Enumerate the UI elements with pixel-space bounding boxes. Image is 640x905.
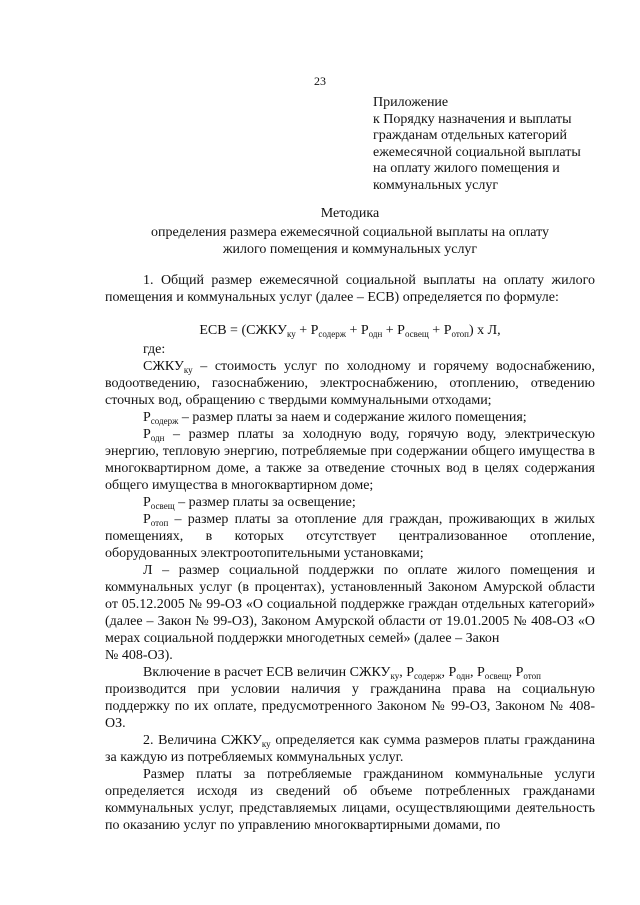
where-label: где: <box>143 342 166 357</box>
appendix-line: Приложение <box>373 95 449 110</box>
appendix-line: на оплату жилого помещения и <box>373 161 560 176</box>
paragraph-1: 1. Общий размер ежемесячной социальной выплаты на оплату жилого помещения и коммунальных услуг (далее – ЕСВ) определяется по формуле: <box>105 273 595 305</box>
document-subtitle-line: определения размера ежемесячной социальной выплаты на оплату <box>150 225 550 240</box>
definition-rodn: $Р_{одн}$ – размер платы за холодную воду, горячую воду, электрическую энергию, тепловую энергию, потребляемые при содержании общего имущества в многоквартирном доме, а также за отведение сточных вод в целях содержания общего имущества в многоквартирном доме; <box>105 427 595 493</box>
appendix-header <box>373 95 603 194</box>
definition-rosvesh: $Р_{освещ}$ – размер платы за освещение; <box>143 495 356 511</box>
document-title: Методика <box>320 206 380 221</box>
paragraph-3: Размер платы за потребляемые гражданином коммунальные услуги определяется исходя из сведений об объеме потребленных гражданами коммунальных услуг, представляемых лицами, осуществляющими деятельность по оказанию услуг по управлению многоквартирными домами, по <box>105 767 595 833</box>
document-subtitle-line: жилого помещения и коммунальных услуг <box>222 242 478 257</box>
definition-l-end: № 408-ОЗ). <box>105 648 173 663</box>
paragraph-2: 2. Величина $СЖКУ_{ку}$ определяется как сумма размеров платы гражданина за каждую из потребляемых коммунальных услуг. <box>105 733 596 765</box>
definition-l: Л – размер социальной поддержки по оплате жилого помещения и коммунальных услуг (в процентах), установленный Законом Амурской области от 05.12.2005 № 99-ОЗ «О социальной поддержке граждан отдельных категорий» (далее – Закон № 99-ОЗ), Законом Амурской области от 19.01.2005 № 408-ОЗ «О мерах социальной поддержки многодетных семей» (далее – Закон <box>105 563 595 646</box>
page-number: 23 <box>314 74 326 88</box>
appendix-line: коммунальных услуг <box>373 177 499 193</box>
appendix-line: гражданам отдельных категорий <box>373 128 568 143</box>
formula: ЕСВ = $(СЖКУ_{ку} + Р_{содерж} + Р_{одн} + Р_{освещ} + Р_{отоп})$ х Л, <box>199 323 501 339</box>
appendix-line: к Порядку назначения и выплаты <box>373 111 572 127</box>
definition-rotop: $Р_{отоп}$ – размер платы за отопление для граждан, проживающих в жилых помещениях, в которых отсутствует централизованное отопление, оборудованных электроотопительными установками; <box>105 512 595 561</box>
definition-szhku: $СЖКУ_{ку}$ – стоимость услуг по холодному и горячему водоснабжению, водоотведению, газоснабжению, электроснабжению, отоплению, отведению сточных вод, обращению с твердыми коммунальными отходами; <box>105 359 595 408</box>
definition-rsoderzh: $Р_{содерж}$ – размер платы за наем и содержание жилого помещения; <box>143 410 527 426</box>
appendix-line: ежемесячной социальной выплаты <box>373 144 581 160</box>
inclusion-paragraph: Включение в расчет ЕСВ величин $СЖКУ_{ку}$, $Р_{содерж}$, $Р_{одн}$, $Р_{освещ}$, $Р_{отоп}$ производится при условии наличия у гражданина права на социальную поддержку по их оплате, предусмотренного Законом № 99-ОЗ, Законом № 408-ОЗ. <box>105 665 595 731</box>
